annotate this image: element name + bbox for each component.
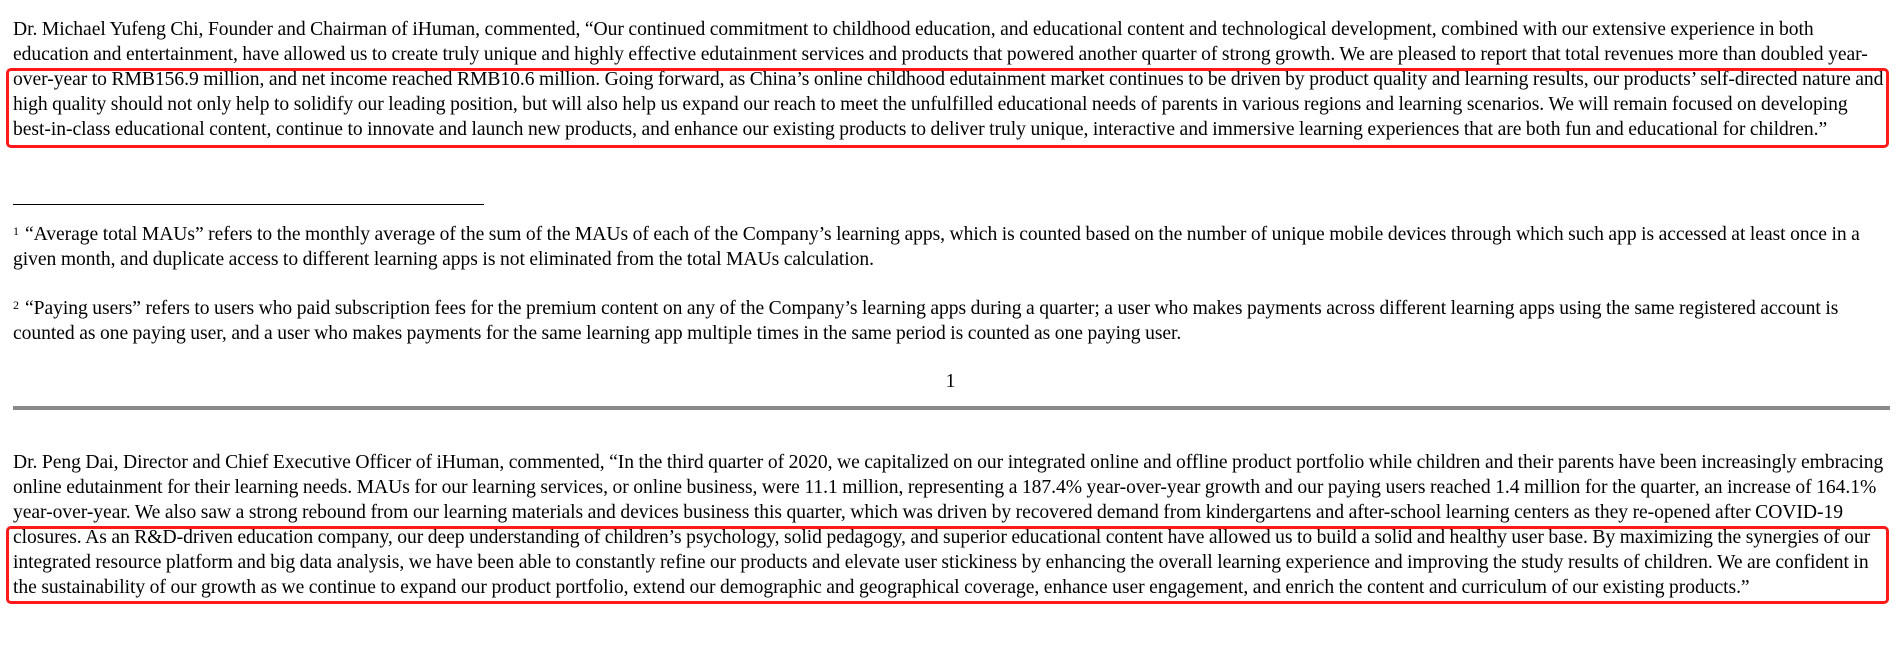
page-number: 1 xyxy=(945,371,956,392)
footnote-mark: 1 xyxy=(13,224,19,238)
footnote-2 xyxy=(13,293,1888,346)
quote-paragraph-dai: Dr. Peng Dai, Director and Chief Executive Officer of iHuman, commented, “In the third quarter of 2020, we capitalized on our integrated online and offline product portfolio while children and their parents have been increasingly embracing online edutainment for their learning needs. MAUs for our learning services, or online business, were 11.1 million, representing a 187.4% year-over-year growth and our paying users reached 1.4 million for the quarter, an increase of 164.1% year-over-year. We also saw a strong rebound from our learning materials and devices business this quarter, which was driven by recovered demand from kindergartens and after-school learning centers as they re-opened after COVID-19 closures. As an R&D-driven education company, our deep understanding of children’s psychology, solid pedagogy, and superior educational content have allowed us to build a solid and healthy user base. By maximizing the synergies of our integrated resource platform and big data analysis, we have been able to constantly refine our products and elevate user stickiness by enhancing the overall learning experience and improving the study results of children. We are confident in the sustainability of our growth as we continue to expand our product portfolio, extend our demographic and geographical coverage, enhance user engagement, and enrich the content and curriculum of our existing products.” xyxy=(13,452,1884,598)
footnote-text: “Paying users” refers to users who paid subscription fees for the premium content on any of the Company’s learning apps during a quarter; a user who makes payments across different learning apps using the same registered account is counted as one paying user, and a user who makes payments for the same learning app multiple times in the same period is counted as one paying user. xyxy=(13,298,1839,344)
footnote-mark: 2 xyxy=(13,298,19,312)
quote-paragraph-chi: Dr. Michael Yufeng Chi, Founder and Chairman of iHuman, commented, “Our continued commitment to childhood education, and educational content and technological development, combined with our extensive experience in both education and entertainment, have allowed us to create truly unique and highly effective edutainment services and products that powered another quarter of strong growth. We are pleased to report that total revenues more than doubled year-over-year to RMB156.9 million, and net income reached RMB10.6 million. Going forward, as China’s online childhood edutainment market continues to be driven by product quality and learning results, our products’ self-directed nature and high quality should not only help to solidify our leading position, but will also help us expand our reach to meet the unfulfilled educational needs of parents in various regions and learning scenarios. We will remain focused on developing best-in-class educational content, continue to innovate and launch new products, and enhance our existing products to deliver truly unique, interactive and immersive learning experiences that are both fun and educational for children.” xyxy=(13,19,1884,140)
page-break-rule xyxy=(13,406,1890,410)
footnote-text: “Average total MAUs” refers to the monthly average of the sum of the MAUs of each of the Company’s learning apps, which is counted based on the number of unique mobile devices through which such app is accessed at least once in a given month, and duplicate access to different learning apps is not eliminated from the total MAUs calculation. xyxy=(13,224,1860,270)
footnote-1 xyxy=(13,219,1888,272)
footnote-divider xyxy=(13,204,484,205)
